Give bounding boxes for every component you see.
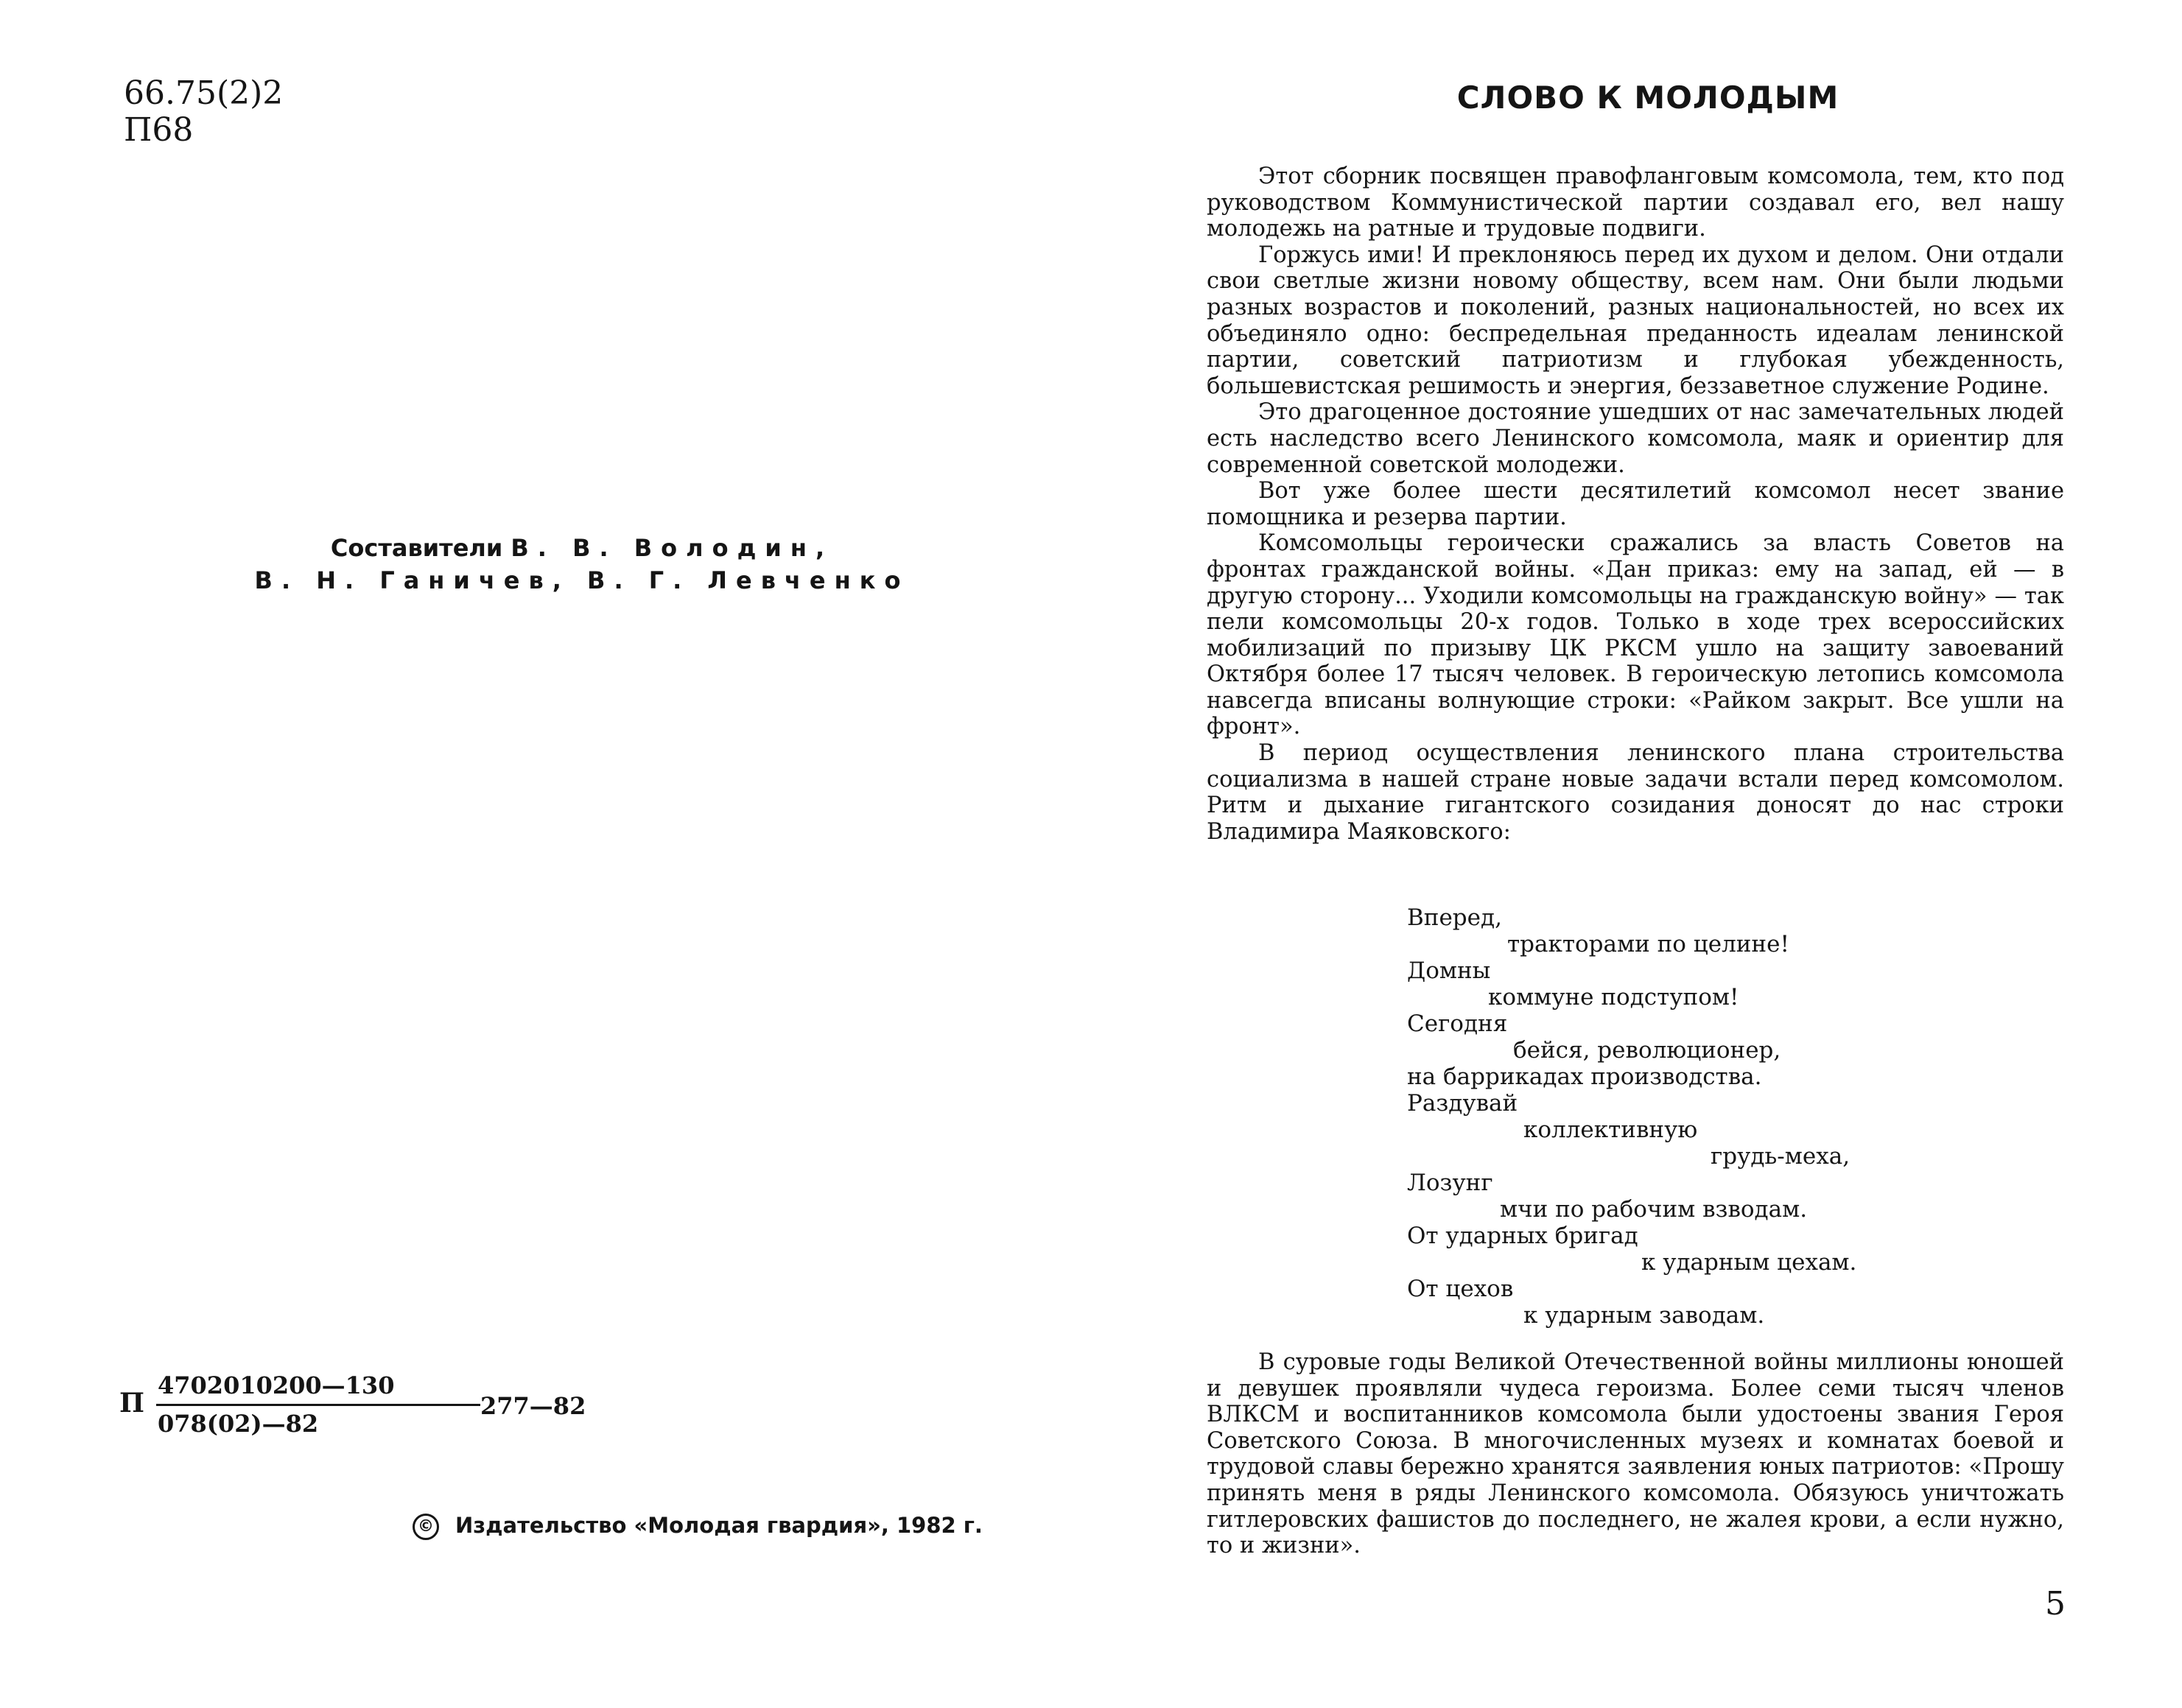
author-sign-line: П68	[124, 111, 194, 149]
copyright-text: Издательство «Молодая гвардия», 1982 г.	[455, 1513, 983, 1538]
poem-line: мчи по рабочим взводам.	[1500, 1196, 1808, 1223]
paragraph: Этот сборник посвящен правофланговым комсомола, тем, кто под руководством Коммунистической партии создавал его, вел нашу молодежь на ратные и трудовые подвиги.	[1207, 164, 2064, 242]
paragraph: Вот уже более шести десятилетий комсомол несет звание помощника и резерва партии.	[1207, 478, 2064, 530]
catalog-letter: П	[119, 1388, 144, 1419]
library-classification-code	[124, 75, 283, 149]
fraction-divider	[156, 1404, 480, 1406]
poem-line: коллективную	[1523, 1117, 1698, 1143]
poem-line: на баррикадах производства.	[1407, 1064, 1762, 1090]
compilers-prefix: Составители	[330, 534, 503, 562]
mayakovsky-poem	[1407, 904, 1856, 1329]
compilers-line-1	[250, 532, 913, 564]
poem-line: Сегодня	[1407, 1011, 1508, 1037]
poem-line: к ударным заводам.	[1523, 1302, 1765, 1329]
poem-line: Раздувай	[1407, 1090, 1518, 1117]
catalog-suffix: 277—82	[480, 1392, 586, 1420]
poem-line: к ударным цехам.	[1641, 1249, 1857, 1276]
page-number: 5	[2045, 1585, 2066, 1623]
paragraph: Комсомольцы героически сражались за власть Советов на фронтах гражданской войны. «Дан приказ: ему на запад, ей — в другую сторону... Уходили комсомольцы на гражданскую войну» — так пели комсомольцы 20-х годов. Только в ходе трех всероссийских мобилизаций по призыву ЦК РКСМ ушло на защиту завоеваний Октября более 17 тысяч человек. В героическую летопись комсомола навсегда вписаны волнующие строки: «Райком закрыт. Все ушли на фронт».	[1207, 530, 2064, 740]
paragraph: В период осуществления ленинского плана строительства социализма в нашей стране новые задачи встали перед комсомолом. Ритм и дыхание гигантского созидания доносят до нас строки Владимира Маяковского:	[1207, 740, 2064, 845]
poem-line: коммуне подступом!	[1488, 984, 1739, 1011]
chapter-heading: СЛОВО К МОЛОДЫМ	[1456, 80, 1839, 116]
poem-line: От цехов	[1407, 1276, 1514, 1302]
classification-code-line: 66.75(2)2	[124, 74, 284, 112]
paragraph: Это драгоценное достояние ушедших от нас замечательных людей есть наследство всего Ленинского комсомола, маяк и ориентир для современной советской молодежи.	[1207, 399, 2064, 478]
poem-line: От ударных бригад	[1407, 1223, 1638, 1249]
poem-line: Домны	[1407, 957, 1491, 984]
poem-line: бейся, революционер,	[1513, 1037, 1781, 1064]
paragraph: Горжусь ими! И преклоняюсь перед их духом и делом. Они отдали свои светлые жизни новому обществу, всем нам. Они были людьми разных возрастов и поколений, разных национальностей, но всех их объединяло одно: беспредельная преданность идеалам ленинской партии, советский патриотизм и глубокая убежденность, большевистская решимость и энергия, беззаветное служение Родине.	[1207, 242, 2064, 399]
left-page	[0, 0, 1090, 1708]
poem-line: Лозунг	[1407, 1170, 1493, 1196]
catalog-denominator: 078(02)—82	[158, 1410, 319, 1438]
poem-line: грудь-меха,	[1711, 1143, 1851, 1170]
compilers-credit	[250, 532, 913, 597]
catalog-number	[119, 1371, 586, 1452]
paragraph: В суровые годы Великой Отечественной войны миллионы юношей и девушек проявляли чудеса героизма. Более семи тысяч членов ВЛКСМ и воспитанников комсомола были удостоены звания Героя Советского Союза. В многочисленных музеях и комнатах боевой и трудовой славы бережно хранятся заявления юных патриотов: «Прошу принять меня в ряды Ленинского комсомола. Обязуюсь уничтожать гитлеровских фашистов до последнего, не жалея крови, а если нужно, то и жизни».	[1207, 1349, 2064, 1559]
poem-line: тракторами по целине!	[1507, 931, 1789, 957]
closing-text	[1207, 1349, 2064, 1559]
catalog-numerator: 4702010200—130	[158, 1371, 395, 1399]
compiler-name-volodin: В. В. Володин,	[511, 534, 834, 562]
poem-line: Вперед,	[1407, 904, 1502, 931]
copyright-line	[413, 1513, 983, 1540]
right-page	[1090, 0, 2182, 1708]
copyright-icon: ©	[413, 1514, 439, 1540]
intro-text	[1207, 164, 2064, 845]
compilers-line-2: В. Н. Ганичев, В. Г. Левченко	[254, 566, 910, 594]
